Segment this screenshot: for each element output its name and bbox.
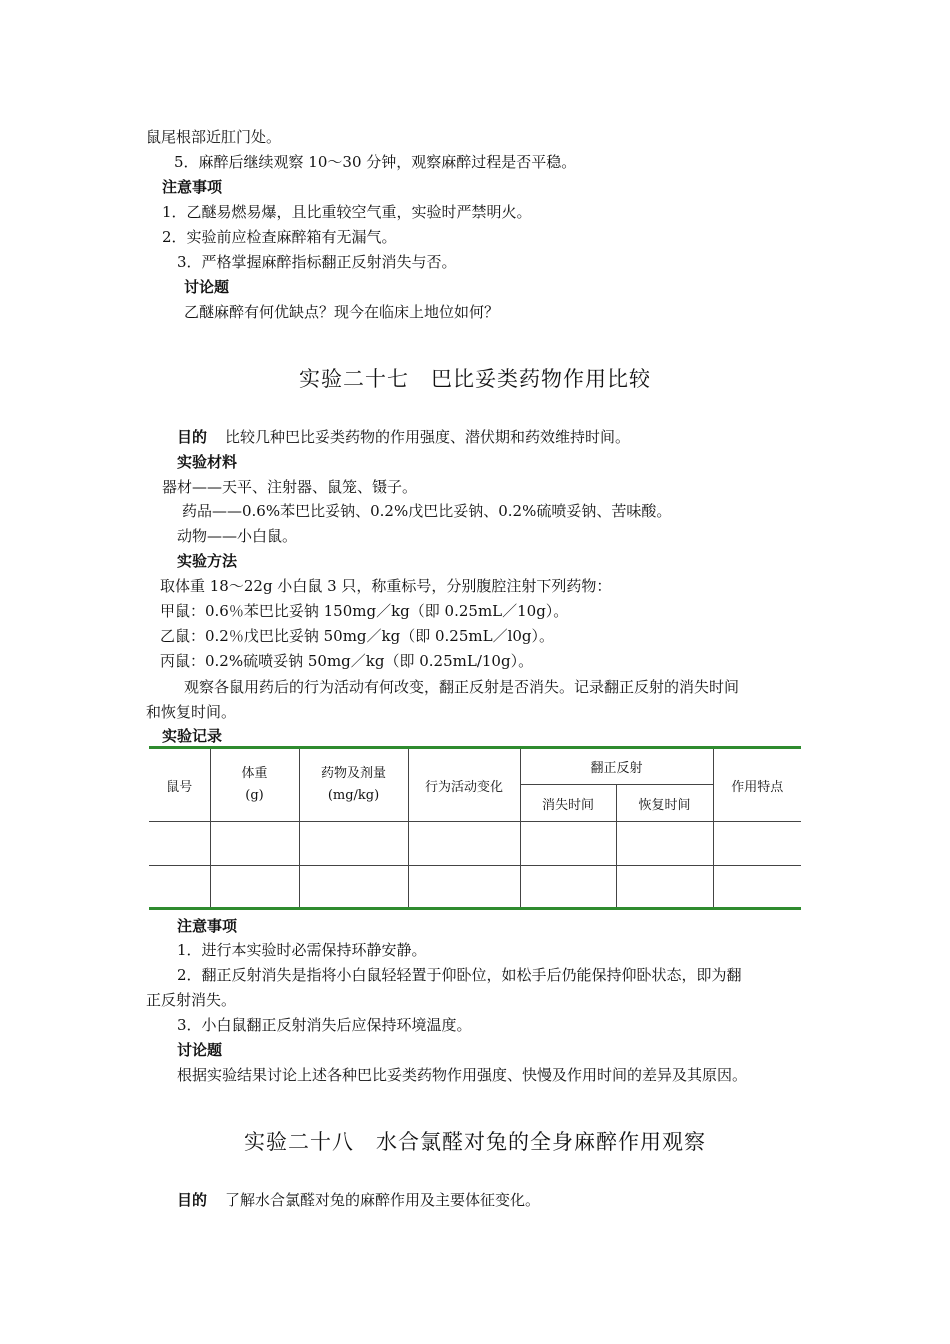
- paragraph-continuation: 鼠尾根部近肛门处。: [146, 128, 282, 146]
- header-drug-unit: (mg/kg): [327, 788, 380, 803]
- equipment-line: 器材——天平、注射器、鼠笼、镊子。: [162, 478, 418, 496]
- purpose-text-28: 了解水合氯醛对兔的麻醉作用及主要体征变化。: [225, 1191, 541, 1209]
- table-row: [149, 866, 801, 909]
- table-cell[interactable]: [520, 822, 616, 866]
- note-3: 3．小白鼠翻正反射消失后应保持环境温度。: [177, 1016, 472, 1034]
- table-cell[interactable]: [616, 866, 713, 909]
- header-effect: 作用特点: [713, 748, 801, 822]
- discussion-text-prev: 乙醚麻醉有何优缺点？现今在临床上地位如何？: [184, 303, 500, 321]
- table-cell[interactable]: [713, 822, 801, 866]
- drugs-line: 药品——0.6%苯巴比妥钠、0.2%戊巴比妥钠、0.2%硫喷妥钠、苦味酸。: [182, 502, 672, 520]
- header-weight: [210, 748, 299, 822]
- animals-line: 动物——小白鼠。: [177, 527, 298, 545]
- purpose-line: [177, 427, 630, 447]
- table-cell[interactable]: [616, 822, 713, 866]
- note-2-prev: 2．实验前应检查麻醉箱有无漏气。: [162, 228, 397, 246]
- table-cell[interactable]: [408, 866, 520, 909]
- header-drug: [299, 748, 408, 822]
- discussion-heading: 讨论题: [177, 1041, 223, 1059]
- note-1: 1．进行本实验时必需保持环静安静。: [177, 941, 427, 959]
- header-recover: 恢复时间: [616, 785, 713, 822]
- note-3-prev: 3．严格掌握麻醉指标翻正反射消失与否。: [177, 253, 457, 271]
- purpose-label-28: 目的: [177, 1191, 208, 1209]
- note-1-prev: 1．乙醚易燃易爆，且比重较空气重，实验时严禁明火。: [162, 203, 532, 221]
- mouse-c-dose: 丙鼠：0.2%硫喷妥钠 50mg／kg（即 0.25mL/10g）。: [160, 652, 534, 670]
- mouse-a-dose: 甲鼠：0.6％苯巴比妥钠 150mg／kg（即 0.25mL／10g）。: [160, 602, 569, 620]
- table-cell[interactable]: [210, 866, 299, 909]
- notes-heading-prev: 注意事项: [162, 178, 223, 196]
- experiment-27-title: 实验二十七 巴比妥类药物作用比较: [299, 367, 651, 391]
- purpose-label: 目的: [177, 428, 208, 446]
- note-2-line-2: 正反射消失。: [146, 991, 237, 1009]
- table-cell[interactable]: [149, 866, 210, 909]
- table-cell[interactable]: [299, 866, 408, 909]
- table-cell[interactable]: [149, 822, 210, 866]
- header-righting: 翻正反射: [520, 748, 713, 785]
- record-table: [149, 746, 801, 910]
- notes-heading: 注意事项: [177, 917, 238, 935]
- header-disappear: 消失时间: [520, 785, 616, 822]
- discussion-heading-prev: 讨论题: [184, 278, 230, 296]
- materials-heading: 实验材料: [177, 453, 238, 471]
- table-row: [149, 822, 801, 866]
- mouse-b-dose: 乙鼠：0.2％戊巴比妥钠 50mg／kg（即 0.25mL／l0g）。: [160, 627, 555, 645]
- step-5: 5．麻醉后继续观察 10～30 分钟，观察麻醉过程是否平稳。: [174, 153, 577, 171]
- observe-line-2: 和恢复时间。: [146, 703, 237, 721]
- header-weight-label: 体重: [241, 766, 268, 781]
- table-cell[interactable]: [299, 822, 408, 866]
- purpose-text: 比较几种巴比妥类药物的作用强度、潜伏期和药效维持时间。: [225, 428, 631, 446]
- table-cell[interactable]: [713, 866, 801, 909]
- table-cell[interactable]: [520, 866, 616, 909]
- table-cell[interactable]: [210, 822, 299, 866]
- table-header-row: [149, 748, 801, 785]
- purpose-line-28: [177, 1190, 540, 1210]
- header-behavior: 行为活动变化: [408, 748, 520, 822]
- method-heading: 实验方法: [177, 552, 238, 570]
- header-weight-unit: (g): [245, 788, 264, 803]
- discussion-text: 根据实验结果讨论上述各种巴比妥类药物作用强度、快慢及作用时间的差异及其原因。: [177, 1066, 748, 1084]
- experiment-28-title: 实验二十八 水合氯醛对兔的全身麻醉作用观察: [244, 1130, 706, 1154]
- table-cell[interactable]: [408, 822, 520, 866]
- method-intro: 取体重 18～22g 小白鼠 3 只，称重标号，分别腹腔注射下列药物：: [160, 577, 612, 595]
- header-drug-label: 药物及剂量: [320, 766, 386, 781]
- observe-line-1: 观察各鼠用药后的行为活动有何改变，翻正反射是否消失。记录翻正反射的消失时间: [184, 678, 740, 696]
- note-2-line-1: 2．翻正反射消失是指将小白鼠轻轻置于仰卧位，如松手后仍能保持仰卧状态，即为翻: [177, 966, 742, 984]
- header-mouse: 鼠号: [149, 748, 210, 822]
- record-heading: 实验记录: [162, 727, 223, 745]
